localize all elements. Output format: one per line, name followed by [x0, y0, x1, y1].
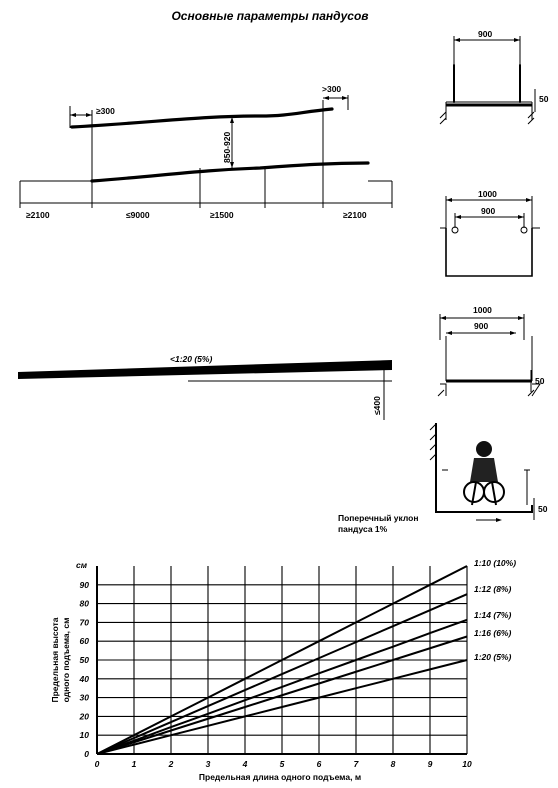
x-tick-label: 2 — [168, 759, 174, 769]
x-tick-label: 4 — [242, 759, 248, 769]
series-label: 1:12 (8%) — [474, 584, 512, 594]
series-label: 1:20 (5%) — [474, 652, 512, 662]
section4-curb: 50 — [538, 504, 548, 514]
y-tick-label: 30 — [79, 692, 89, 703]
cross-section-2 — [440, 189, 540, 276]
dim-landing-start: ≥2100 — [26, 210, 50, 220]
x-tick-label: 6 — [316, 759, 322, 769]
cross-slope-line2: пандуса 1% — [338, 524, 388, 534]
y-tick-label: 90 — [79, 579, 89, 590]
chart-y-ticks — [79, 580, 90, 759]
ramp-plan — [20, 84, 392, 220]
dim-top-right: >300 — [322, 84, 342, 94]
x-tick-label: 9 — [427, 759, 433, 769]
ramp-profile — [18, 354, 392, 420]
dim-top-left: ≥300 — [96, 106, 115, 116]
cross-section-3 — [438, 305, 545, 396]
series-label: 1:14 (7%) — [474, 610, 512, 620]
page-title: Основные параметры пандусов — [171, 9, 369, 23]
section2-inner: 900 — [481, 206, 496, 216]
series-label: 1:16 (6%) — [474, 628, 512, 638]
dim-landing-end: ≥2100 — [343, 210, 367, 220]
dim-ramp-length: ≤9000 — [126, 210, 150, 220]
chart-ylabel-line1: Предельная высота — [50, 617, 60, 703]
profile-slope-label: <1:20 (5%) — [170, 354, 213, 364]
dim-rail-height: 850-920 — [222, 131, 232, 163]
y-tick-label: 80 — [79, 598, 89, 609]
section3-inner: 900 — [474, 321, 489, 331]
dim-landing-mid: ≥1500 — [210, 210, 234, 220]
y-tick-label: 10 — [79, 730, 89, 741]
cross-slope-line1: Поперечный уклон — [338, 513, 419, 523]
y-tick-label: 70 — [79, 617, 89, 628]
x-tick-label: 10 — [462, 759, 472, 769]
section1-width: 900 — [478, 29, 493, 39]
section3-curb: 50 — [535, 376, 545, 386]
ramp-slope-chart — [50, 558, 516, 782]
y-tick-label: 50 — [79, 655, 89, 665]
x-tick-label: 5 — [279, 759, 285, 769]
section3-outer: 1000 — [473, 305, 492, 315]
x-tick-label: 1 — [131, 759, 137, 769]
ramp-bottom-rail — [92, 163, 368, 181]
series-label: 1:10 (10%) — [474, 558, 517, 568]
x-tick-label: 3 — [205, 759, 211, 769]
chart-ylabel-line2: одного подъема, см — [61, 617, 71, 703]
profile-height-label: ≤400 — [372, 396, 382, 415]
chart-series-labels — [474, 558, 516, 662]
y-tick-label: 0 — [84, 749, 89, 759]
x-tick-label: 7 — [353, 759, 359, 769]
cross-section-1 — [440, 29, 549, 124]
wheelchair-user-icon — [464, 441, 504, 505]
chart-xlabel: Предельная длина одного подъема, м — [198, 772, 362, 782]
y-tick-label: 20 — [79, 711, 89, 722]
section1-curb: 50 — [539, 94, 549, 104]
cross-section-4 — [338, 423, 548, 534]
chart-x-ticks — [95, 759, 472, 769]
y-tick-label: 60 — [79, 636, 89, 647]
y-tick-label: 40 — [79, 673, 89, 684]
x-tick-label: 8 — [390, 759, 396, 769]
chart-y-unit: см — [76, 560, 88, 570]
x-tick-label: 0 — [94, 759, 100, 769]
section2-outer: 1000 — [478, 189, 497, 199]
